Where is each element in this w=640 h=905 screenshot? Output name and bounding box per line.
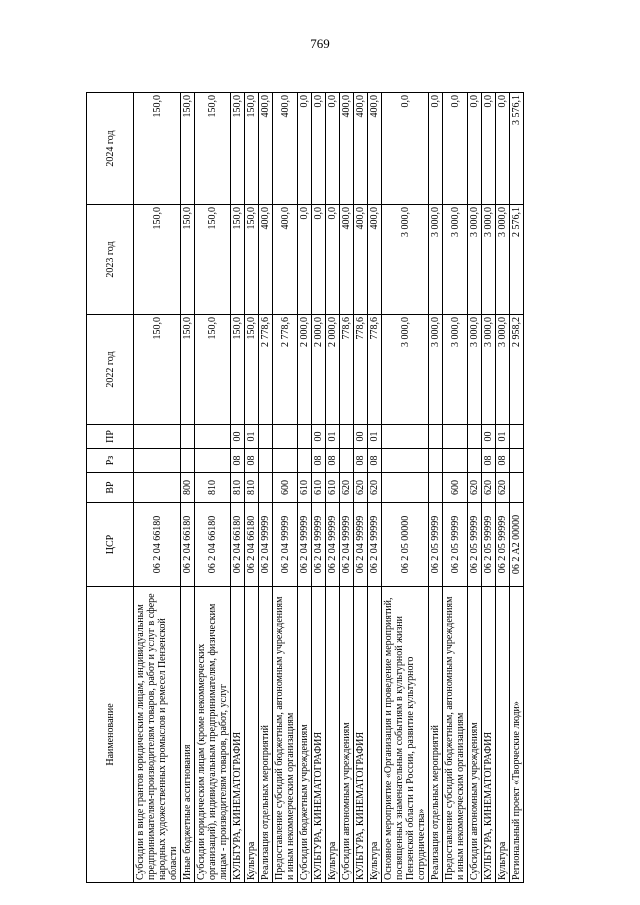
- budget-table: [86, 92, 524, 883]
- cell-vr: 620: [368, 473, 382, 503]
- cell-2022: 2 778,6: [259, 315, 273, 425]
- cell-rz: 08: [368, 449, 382, 473]
- cell-pr: 00: [482, 425, 496, 449]
- cell-2023: 400,0: [368, 205, 382, 315]
- cell-2023: 3 000,0: [429, 205, 443, 315]
- cell-vr: 620: [496, 473, 510, 503]
- cell-csr: 06 2 05 00000: [382, 503, 429, 587]
- cell-rz: [382, 449, 429, 473]
- cell-pr: [273, 425, 298, 449]
- cell-2024: 400,0: [259, 93, 273, 205]
- cell-2023: 0,0: [298, 205, 312, 315]
- cell-pr: 01: [326, 425, 340, 449]
- table-row: [510, 93, 524, 883]
- cell-2023: 0,0: [312, 205, 326, 315]
- cell-pr: [259, 425, 273, 449]
- cell-pr: [298, 425, 312, 449]
- cell-name: Субсидии в виде грантов юридическим лицам, индивидуальным предпринимателям-производителям товаров, работ и услуг в сфере народных художественных промыслов и ремесел Пензенской области: [134, 587, 181, 883]
- cell-name: Реализация отдельных мероприятий: [429, 587, 443, 883]
- cell-name: Субсидии автономным учреждениям: [340, 587, 354, 883]
- header-2022: 2022 год: [87, 315, 134, 425]
- cell-csr: 06 2 05 99999: [443, 503, 468, 587]
- cell-name: Предоставление субсидий бюджетным, автономным учреждениям и иным некоммерческим организациям: [273, 587, 298, 883]
- cell-name: Культура: [245, 587, 259, 883]
- cell-csr: 06 2 05 99999: [496, 503, 510, 587]
- header-row: [87, 93, 134, 883]
- header-vr: ВР: [87, 473, 134, 503]
- table-row: [368, 93, 382, 883]
- cell-pr: 01: [368, 425, 382, 449]
- cell-csr: 06 2 04 99999: [368, 503, 382, 587]
- cell-2022: 150,0: [231, 315, 245, 425]
- cell-csr: 06 2 A2 00000: [510, 503, 524, 587]
- table-row: [429, 93, 443, 883]
- cell-csr: 06 2 05 99999: [468, 503, 482, 587]
- cell-pr: 00: [231, 425, 245, 449]
- cell-2022: 2 778,6: [273, 315, 298, 425]
- cell-vr: 620: [340, 473, 354, 503]
- cell-2024: 0,0: [326, 93, 340, 205]
- cell-2024: 400,0: [368, 93, 382, 205]
- cell-2024: 0,0: [468, 93, 482, 205]
- cell-rz: [134, 449, 181, 473]
- cell-vr: 810: [245, 473, 259, 503]
- cell-2023: 3 000,0: [443, 205, 468, 315]
- cell-pr: [468, 425, 482, 449]
- table-body: [134, 93, 524, 883]
- cell-pr: 01: [245, 425, 259, 449]
- cell-name: Культура: [326, 587, 340, 883]
- cell-2024: 400,0: [340, 93, 354, 205]
- cell-pr: [181, 425, 195, 449]
- cell-rz: [273, 449, 298, 473]
- cell-vr: 620: [354, 473, 368, 503]
- cell-2022: 2 958,2: [510, 315, 524, 425]
- cell-vr: 810: [231, 473, 245, 503]
- cell-2023: 2 576,1: [510, 205, 524, 315]
- cell-2023: 150,0: [181, 205, 195, 315]
- cell-2024: 150,0: [245, 93, 259, 205]
- header-2024: 2024 год: [87, 93, 134, 205]
- cell-2022: 3 000,0: [482, 315, 496, 425]
- cell-name: Культура: [368, 587, 382, 883]
- table-row: [273, 93, 298, 883]
- cell-2024: 0,0: [482, 93, 496, 205]
- cell-2023: 150,0: [245, 205, 259, 315]
- cell-name: КУЛЬТУРА, КИНЕМАТОГРАФИЯ: [231, 587, 245, 883]
- table-row: [482, 93, 496, 883]
- cell-rz: 08: [231, 449, 245, 473]
- cell-rz: 08: [245, 449, 259, 473]
- cell-csr: 06 2 04 66180: [231, 503, 245, 587]
- cell-pr: [429, 425, 443, 449]
- cell-2023: 3 000,0: [482, 205, 496, 315]
- cell-2023: 150,0: [231, 205, 245, 315]
- header-pr: ПР: [87, 425, 134, 449]
- cell-pr: [510, 425, 524, 449]
- cell-2022: 150,0: [245, 315, 259, 425]
- cell-name: КУЛЬТУРА, КИНЕМАТОГРАФИЯ: [482, 587, 496, 883]
- table-row: [312, 93, 326, 883]
- cell-2023: 3 000,0: [468, 205, 482, 315]
- cell-pr: [195, 425, 231, 449]
- cell-pr: [134, 425, 181, 449]
- cell-vr: [429, 473, 443, 503]
- cell-name: КУЛЬТУРА, КИНЕМАТОГРАФИЯ: [354, 587, 368, 883]
- cell-pr: [382, 425, 429, 449]
- cell-csr: 06 2 04 66180: [134, 503, 181, 587]
- cell-2024: 150,0: [231, 93, 245, 205]
- cell-name: Основное мероприятие «Организация и проведение мероприятий, посвященных знаменательным событиям в культурной жизни Пензенской области и России, развитие культурного сотрудничества»: [382, 587, 429, 883]
- cell-2022: 150,0: [195, 315, 231, 425]
- cell-2024: 0,0: [298, 93, 312, 205]
- cell-rz: 08: [312, 449, 326, 473]
- cell-csr: 06 2 04 66180: [181, 503, 195, 587]
- cell-name: Субсидии юридическим лицам (кроме некоммерческих организаций), индивидуальным предпринимателям, физическим лицам - производителям товаров, работ, услуг: [195, 587, 231, 883]
- cell-rz: [443, 449, 468, 473]
- cell-rz: [429, 449, 443, 473]
- cell-vr: 600: [273, 473, 298, 503]
- cell-rz: [195, 449, 231, 473]
- cell-pr: [340, 425, 354, 449]
- cell-name: Реализация отдельных мероприятий: [259, 587, 273, 883]
- cell-csr: 06 2 05 99999: [482, 503, 496, 587]
- cell-2024: 0,0: [443, 93, 468, 205]
- cell-rz: 08: [482, 449, 496, 473]
- cell-2022: 2 000,0: [312, 315, 326, 425]
- cell-vr: 620: [482, 473, 496, 503]
- header-name: Наименование: [87, 587, 134, 883]
- cell-2023: 0,0: [326, 205, 340, 315]
- cell-rz: [468, 449, 482, 473]
- table-row: [195, 93, 231, 883]
- cell-2022: 778,6: [368, 315, 382, 425]
- cell-vr: 600: [443, 473, 468, 503]
- cell-vr: 800: [181, 473, 195, 503]
- cell-name: Субсидии бюджетным учреждениям: [298, 587, 312, 883]
- table-row: [298, 93, 312, 883]
- cell-pr: 01: [496, 425, 510, 449]
- cell-csr: 06 2 04 99999: [354, 503, 368, 587]
- cell-2022: 150,0: [181, 315, 195, 425]
- cell-2024: 3 576,1: [510, 93, 524, 205]
- cell-name: Региональный проект «Творческие люди»: [510, 587, 524, 883]
- cell-vr: 810: [195, 473, 231, 503]
- cell-2024: 150,0: [181, 93, 195, 205]
- cell-vr: [134, 473, 181, 503]
- cell-rz: 08: [326, 449, 340, 473]
- cell-vr: 620: [468, 473, 482, 503]
- table-row: [181, 93, 195, 883]
- cell-2024: 400,0: [354, 93, 368, 205]
- cell-2022: 778,6: [354, 315, 368, 425]
- table-row: [382, 93, 429, 883]
- cell-2023: 400,0: [354, 205, 368, 315]
- cell-rz: [510, 449, 524, 473]
- cell-vr: 610: [298, 473, 312, 503]
- cell-2024: 0,0: [312, 93, 326, 205]
- cell-2022: 2 000,0: [326, 315, 340, 425]
- cell-name: Иные бюджетные ассигнования: [181, 587, 195, 883]
- table-row: [245, 93, 259, 883]
- cell-csr: 06 2 04 66180: [245, 503, 259, 587]
- cell-2024: 150,0: [134, 93, 181, 205]
- cell-2022: 3 000,0: [468, 315, 482, 425]
- cell-name: Субсидии автономным учреждениям: [468, 587, 482, 883]
- cell-csr: 06 2 04 99999: [340, 503, 354, 587]
- cell-name: Культура: [496, 587, 510, 883]
- cell-csr: 06 2 04 99999: [312, 503, 326, 587]
- cell-2022: 2 000,0: [298, 315, 312, 425]
- table-row: [134, 93, 181, 883]
- cell-pr: 00: [354, 425, 368, 449]
- cell-2023: 150,0: [134, 205, 181, 315]
- cell-rz: 08: [496, 449, 510, 473]
- cell-csr: 06 2 04 99999: [326, 503, 340, 587]
- cell-csr: 06 2 04 99999: [298, 503, 312, 587]
- cell-vr: 610: [312, 473, 326, 503]
- cell-2023: 150,0: [195, 205, 231, 315]
- cell-2024: 0,0: [429, 93, 443, 205]
- page-number: 769: [310, 36, 330, 51]
- cell-rz: [181, 449, 195, 473]
- cell-vr: [259, 473, 273, 503]
- cell-csr: 06 2 04 99999: [273, 503, 298, 587]
- cell-2024: 0,0: [496, 93, 510, 205]
- cell-2023: 400,0: [273, 205, 298, 315]
- cell-name: Предоставление субсидий бюджетным, автономным учреждениям и иным некоммерческим организациям: [443, 587, 468, 883]
- cell-2024: 400,0: [273, 93, 298, 205]
- cell-2023: 400,0: [340, 205, 354, 315]
- cell-vr: [382, 473, 429, 503]
- cell-2022: 3 000,0: [429, 315, 443, 425]
- cell-pr: [443, 425, 468, 449]
- cell-rz: [340, 449, 354, 473]
- cell-2024: 0,0: [382, 93, 429, 205]
- header-2023: 2023 год: [87, 205, 134, 315]
- table-row: [496, 93, 510, 883]
- cell-csr: 06 2 05 99999: [429, 503, 443, 587]
- cell-csr: 06 2 04 99999: [259, 503, 273, 587]
- header-csr: ЦСР: [87, 503, 134, 587]
- table-row: [231, 93, 245, 883]
- table-row: [340, 93, 354, 883]
- table-row: [468, 93, 482, 883]
- cell-name: КУЛЬТУРА, КИНЕМАТОГРАФИЯ: [312, 587, 326, 883]
- table-row: [259, 93, 273, 883]
- cell-rz: 08: [354, 449, 368, 473]
- cell-2023: 3 000,0: [496, 205, 510, 315]
- cell-2022: 150,0: [134, 315, 181, 425]
- cell-rz: [298, 449, 312, 473]
- cell-2024: 150,0: [195, 93, 231, 205]
- budget-table-container: [86, 93, 554, 883]
- cell-2022: 3 000,0: [443, 315, 468, 425]
- cell-vr: 610: [326, 473, 340, 503]
- cell-rz: [259, 449, 273, 473]
- header-rz: Рз: [87, 449, 134, 473]
- cell-2022: 778,6: [340, 315, 354, 425]
- cell-csr: 06 2 04 66180: [195, 503, 231, 587]
- cell-2022: 3 000,0: [496, 315, 510, 425]
- cell-2023: 3 000,0: [382, 205, 429, 315]
- table-row: [354, 93, 368, 883]
- cell-vr: [510, 473, 524, 503]
- cell-2023: 400,0: [259, 205, 273, 315]
- cell-2022: 3 000,0: [382, 315, 429, 425]
- cell-pr: 00: [312, 425, 326, 449]
- table-row: [443, 93, 468, 883]
- table-row: [326, 93, 340, 883]
